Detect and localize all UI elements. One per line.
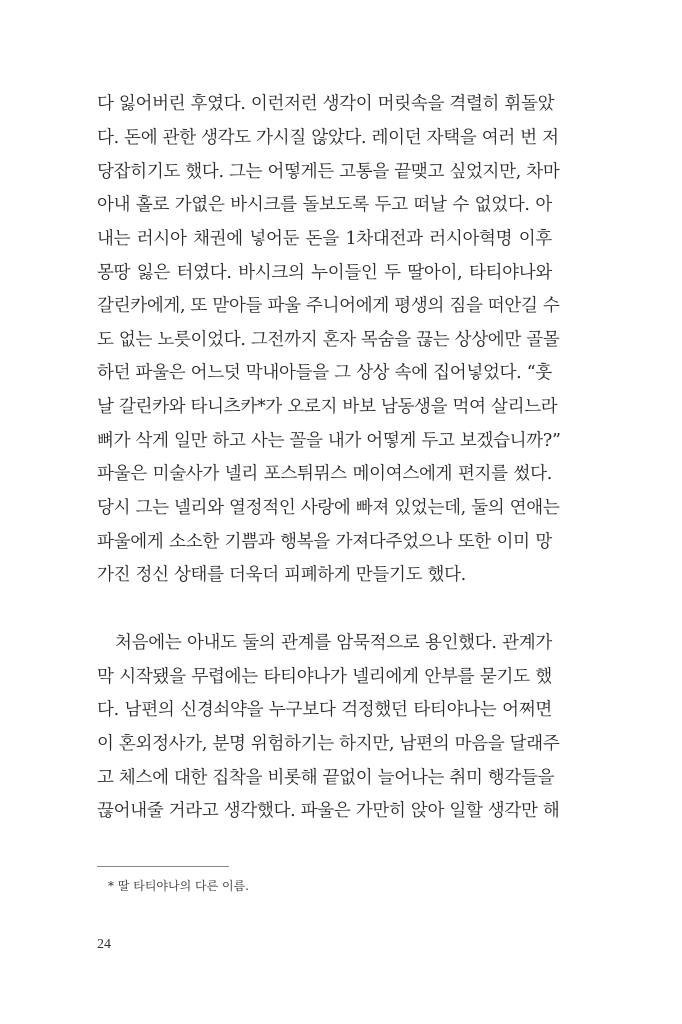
footnote-divider bbox=[97, 866, 229, 867]
text-line: 끊어내줄 거라고 생각했다. 파울은 가만히 앉아 일할 생각만 해 bbox=[97, 801, 560, 821]
text-line: 이 혼외정사가, 분명 위험하기는 하지만, 남편의 마음을 달래주 bbox=[97, 734, 560, 754]
text-line: 날 갈린카와 타니츠카*가 오로지 바보 남동생을 먹여 살리느라 bbox=[97, 397, 558, 417]
text-line: 내는 러시아 채권에 넣어둔 돈을 1차대전과 러시아혁명 이후 bbox=[97, 229, 552, 249]
text-line: 당잡히기도 했다. 그는 어떻게든 고통을 끝맺고 싶었지만, 차마 bbox=[97, 162, 560, 182]
text-line: 하던 파울은 어느덧 막내아들을 그 상상 속에 집어넣었다. “훗 bbox=[97, 363, 552, 383]
text-line: 당시 그는 넬리와 열정적인 사랑에 빠져 있었는데, 둘의 연애는 bbox=[97, 498, 560, 518]
page-number: 24 bbox=[97, 937, 111, 952]
text-line: 갈린카에게, 또 맏아들 파울 주니어에게 평생의 짐을 떠안길 수 bbox=[97, 296, 560, 316]
text-line: 다. 남편의 신경쇠약을 누구보다 걱정했던 타티야나는 어쩌면 bbox=[97, 700, 552, 720]
footnote: * 딸 타티야나의 다른 이름. bbox=[108, 879, 249, 893]
text-line: 처음에는 아내도 둘의 관계를 암묵적으로 용인했다. 관계가 bbox=[115, 633, 552, 653]
text-line: 가진 정신 상태를 더욱더 피폐하게 만들기도 했다. bbox=[97, 565, 466, 585]
text-line: 막 시작됐을 무렵에는 타티야나가 넬리에게 안부를 묻기도 했 bbox=[97, 667, 552, 687]
text-line: 다. 돈에 관한 생각도 가시질 않았다. 레이던 자택을 여러 번 저 bbox=[97, 128, 559, 148]
text-line: 도 없는 노릇이었다. 그전까지 혼자 목숨을 끊는 상상에만 골몰 bbox=[97, 330, 560, 350]
text-line: 다 잃어버린 후였다. 이런저런 생각이 머릿속을 격렬히 휘돌았 bbox=[97, 94, 555, 114]
text-line: 파울에게 소소한 기쁨과 행복을 가져다주었으나 또한 이미 망 bbox=[97, 532, 552, 552]
text-line: 아내 홀로 가엾은 바시크를 돌보도록 두고 떠날 수 없었다. 아 bbox=[97, 195, 552, 215]
text-line: 몽땅 잃은 터였다. 바시크의 누이들인 두 딸아이, 타티야나와 bbox=[97, 263, 552, 283]
text-line: 뼈가 삭게 일만 하고 사는 꼴을 내가 어떻게 두고 보겠습니까?” bbox=[97, 431, 561, 451]
text-line: 고 체스에 대한 집착을 비롯해 끝없이 늘어나는 취미 행각들을 bbox=[97, 768, 555, 788]
text-line: 파울은 미술사가 넬리 포스튀뮈스 메이여스에게 편지를 썼다. bbox=[97, 464, 552, 484]
